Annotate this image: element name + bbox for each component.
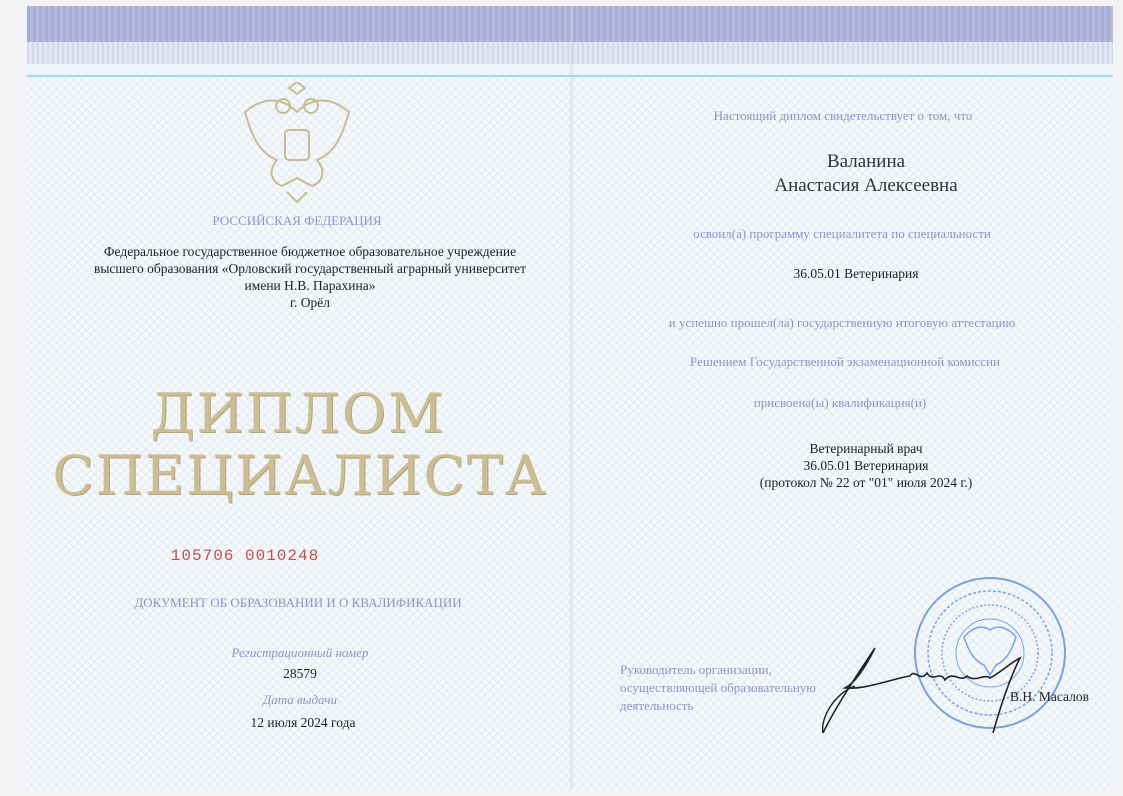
graduate-given-names: Анастасия Алексеевна <box>774 175 958 196</box>
document-type: ДОКУМЕНТ ОБ ОБРАЗОВАНИИ И О КВАЛИФИКАЦИИ <box>134 595 462 610</box>
qualification-specialty: 36.05.01 Ветеринария <box>803 458 929 473</box>
program-label: освоил(а) программу специалитета по специальности <box>693 226 991 241</box>
qualification-title: Ветеринарный врач <box>809 441 923 456</box>
qualification-block <box>760 440 973 491</box>
commission-decision: Решением Государственной экзаменационной комиссии <box>690 354 1000 369</box>
institution-line: имени Н.В. Парахина» <box>244 278 376 293</box>
institution-line: высшего образования «Орловский государственный аграрный университет <box>93 261 527 276</box>
qualification-label: присвоена(ы) квалификация(и) <box>753 395 927 410</box>
coat-of-arms-emblem <box>237 82 357 204</box>
signatory-role <box>620 661 816 715</box>
issue-date: 12 июля 2024 года <box>250 715 356 730</box>
institution-name <box>94 243 526 311</box>
protocol-reference: (протокол № 22 от "01" июля 2024 г.) <box>759 475 973 490</box>
country-name: РОССИЙСКАЯ ФЕДЕРАЦИЯ <box>212 213 382 228</box>
specialty: 36.05.01 Ветеринария <box>793 266 919 281</box>
signatory-role-line: Руководитель организации, <box>620 662 772 677</box>
signatory-name: В.Н. Масалов <box>1010 689 1090 704</box>
issue-date-label: Дата выдачи <box>262 692 338 707</box>
handwritten-signature <box>815 638 1025 738</box>
signatory-role-line: осуществляющей образовательную <box>620 680 816 695</box>
registration-number: 28579 <box>283 666 317 681</box>
serial-number: 105706 0010248 <box>170 547 320 565</box>
diploma-title: ДИПЛОМ <box>150 382 446 445</box>
registration-label: Регистрационный номер <box>231 645 369 660</box>
diploma-subtitle: СПЕЦИАЛИСТА <box>52 444 548 507</box>
institution-city: г. Орёл <box>289 295 330 310</box>
institution-line: Федеральное государственное бюджетное образовательное учреждение <box>103 244 517 259</box>
signatory-role-line: деятельность <box>620 698 694 713</box>
attestation-text: и успешно прошел(ла) государственную итоговую аттестацию <box>668 315 1016 330</box>
page-fold <box>570 6 573 790</box>
graduate-surname: Валанина <box>826 151 906 172</box>
intro-text: Настоящий диплом свидетельствует о том, что <box>713 108 973 123</box>
